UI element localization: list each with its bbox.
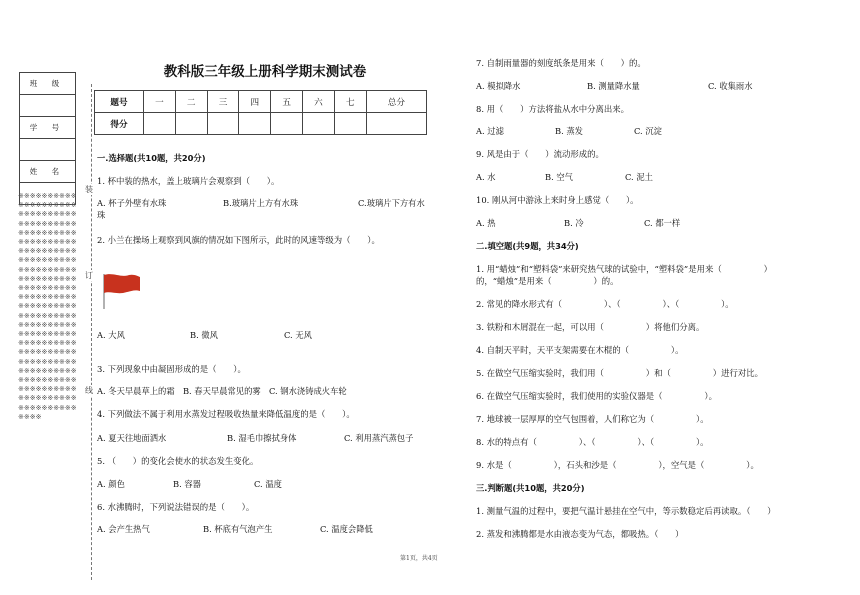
fill-question-2: 2. 常见的降水形式有（ ）、（ ）、（ ）。 <box>476 299 734 309</box>
q9-option-a: A. 水 <box>476 172 496 182</box>
q5-option-c: C. 温度 <box>254 479 282 489</box>
score-cell[interactable] <box>366 113 426 135</box>
fill-question-4: 4. 自制天平时，天平支架需要在木棍的（ ）。 <box>476 345 684 355</box>
student-number-field[interactable] <box>20 139 76 161</box>
question-4: 4. 下列做法不属于利用水蒸发过程吸收热量来降低温度的是（ ）。 <box>97 409 355 419</box>
binding-mark-ding: 订 <box>85 271 93 280</box>
student-number-label: 学 号 <box>20 117 76 139</box>
fill-question-1-continued: 的，“蜡烛”是用来（ ）的。 <box>476 276 619 286</box>
q9-option-b: B. 空气 <box>545 172 573 182</box>
score-header-cell: 题号 <box>95 91 144 113</box>
fill-question-1: 1. 用“蜡烛”和“塑料袋”来研究热气球的试验中，“塑料袋”是用来（ ） <box>476 264 772 274</box>
score-cell[interactable] <box>175 113 207 135</box>
class-field[interactable] <box>20 95 76 117</box>
binding-dashed-line <box>91 84 92 580</box>
score-header-cell: 五 <box>271 91 303 113</box>
judge-question-1: 1. 测量气温的过程中，要把气温计悬挂在空气中，等示数稳定后再读取。（ ） <box>476 506 776 516</box>
page-footer: 第1页，共4页 <box>400 555 438 562</box>
score-cell[interactable] <box>144 113 176 135</box>
q10-option-c: C. 都一样 <box>644 218 681 228</box>
q9-option-c: C. 泥土 <box>625 172 653 182</box>
q10-option-b: B. 冷 <box>564 218 584 228</box>
score-table-header-row <box>95 91 427 113</box>
q8-option-c: C. 沉淀 <box>634 126 662 136</box>
q2-option-c: C. 无风 <box>284 330 312 340</box>
flag-icon <box>101 271 141 309</box>
section-judge-heading: 三.判断题(共10题，共20分) <box>476 483 585 493</box>
score-header-cell: 四 <box>239 91 271 113</box>
q1-option-c: C.玻璃片下方有水 <box>358 198 425 208</box>
score-cell[interactable] <box>271 113 303 135</box>
judge-question-2: 2. 蒸发和沸腾都是水由液态变为气态，都吸热。（ ） <box>476 529 684 539</box>
q7-option-b: B. 测量降水量 <box>587 81 640 91</box>
student-info-table <box>19 72 76 205</box>
question-2: 2. 小兰在操场上观察到风旗的情况如下图所示，此时的风速等级为（ ）。 <box>97 235 380 245</box>
fill-question-5: 5. 在做空气压缩实验时，我们用（ ）和（ ）进行对比。 <box>476 368 764 378</box>
q1-option-b: B.玻璃片上方有水珠 <box>223 198 299 208</box>
q6-option-c: C. 温度会降低 <box>320 524 373 534</box>
question-1: 1. 杯中装的热水，盖上玻璃片会观察到（ ）。 <box>97 176 280 186</box>
question-8: 8. 用（ ）方法将盐从水中分离出来。 <box>476 104 630 114</box>
score-header-cell: 二 <box>175 91 207 113</box>
q5-option-b: B. 容器 <box>173 479 201 489</box>
q2-option-b: B. 微风 <box>190 330 218 340</box>
question-7: 7. 自制雨量器的刻度纸条是用来（ ）的。 <box>476 58 646 68</box>
score-cell[interactable] <box>207 113 239 135</box>
q10-option-a: A. 热 <box>476 218 496 228</box>
score-table-score-row <box>95 113 427 135</box>
q6-option-a: A. 会产生热气 <box>97 524 150 534</box>
q1-option-a: A. 杯子外壁有水珠 <box>97 198 167 208</box>
name-label: 姓 名 <box>20 161 76 183</box>
page-title: 教科版三年级上册科学期末测试卷 <box>163 64 367 80</box>
score-header-cell: 七 <box>334 91 366 113</box>
class-label: 班 级 <box>20 73 76 95</box>
q4-option-c: C. 利用蒸汽蒸包子 <box>344 433 414 443</box>
q4-option-a: A. 夏天往地面洒水 <box>97 433 167 443</box>
q6-option-b: B. 杯底有气泡产生 <box>203 524 273 534</box>
binding-mark-zhuang: 装 <box>85 185 93 194</box>
q8-option-b: B. 蒸发 <box>555 126 583 136</box>
q4-option-b: B. 湿毛巾擦拭身体 <box>227 433 297 443</box>
q7-option-a: A. 模拟降水 <box>476 81 521 91</box>
score-cell[interactable] <box>334 113 366 135</box>
binding-hatch-pattern: ※※※※※※※※※※※※※※※※※※※※※※※※※※※※※※※※※※※※※※※※※※※※※※※※※※※※※※※※※※※※※※※※※※※※※※※※※※※※※※※※※※※※※※※※※※※※※※※※※※※※※※※※※※※※※※※※※※※※※※※※※※※※※※※※※※※※※※※※※※※※※※※※※※※※※※※※※※※※※※※※※※※※※※※※※※※※※※※※※※※※※※※※※※※※※※※※※※※※※※※※※※※※※※※※※※※※※※※※※※※※※※※※※※※※※※※※※※※※※※※※※※※※ <box>18 192 77 421</box>
section-choice-heading: 一.选择题(共10题，共20分) <box>97 153 206 163</box>
q3-options: A. 冬天早晨草上的霜 B. 春天早晨常见的雾 C. 钢水浇铸成火车轮 <box>97 386 347 396</box>
score-cell[interactable] <box>303 113 335 135</box>
fill-question-6: 6. 在做空气压缩实验时，我们使用的实验仪器是（ ）。 <box>476 391 717 401</box>
binding-mark-xian: 线 <box>85 386 93 395</box>
question-3: 3. 下列现象中由凝固形成的是（ ）。 <box>97 364 246 374</box>
score-row-label: 得分 <box>95 113 144 135</box>
question-5: 5. （ ）的变化会使水的状态发生变化。 <box>97 456 259 466</box>
q1-option-wrap: 珠 <box>97 210 106 220</box>
q2-option-a: A. 大风 <box>97 330 125 340</box>
score-header-cell: 一 <box>144 91 176 113</box>
question-6: 6. 水沸腾时，下列说法错误的是（ ）。 <box>97 502 255 512</box>
question-9: 9. 风是由于（ ）流动形成的。 <box>476 149 604 159</box>
score-table <box>94 90 427 135</box>
q5-option-a: A. 颜色 <box>97 479 125 489</box>
fill-question-7: 7. 地球被一层厚厚的空气包围着，人们称它为（ ）。 <box>476 414 709 424</box>
score-cell[interactable] <box>239 113 271 135</box>
fill-question-8: 8. 水的特点有（ ）、（ ）、（ ）。 <box>476 437 709 447</box>
score-header-cell: 六 <box>303 91 335 113</box>
q8-option-a: A. 过滤 <box>476 126 504 136</box>
fill-question-3: 3. 铁粉和木屑混在一起，可以用（ ）将他们分离。 <box>476 322 705 332</box>
question-10: 10. 刚从河中游泳上来时身上感觉（ ）。 <box>476 195 639 205</box>
score-header-cell: 三 <box>207 91 239 113</box>
fill-question-9: 9. 水是（ ），石头和沙是（ ），空气是（ ）。 <box>476 460 759 470</box>
score-header-cell: 总分 <box>366 91 426 113</box>
q7-option-c: C. 收集雨水 <box>708 81 753 91</box>
section-fill-heading: 二.填空题(共9题，共34分) <box>476 241 579 251</box>
